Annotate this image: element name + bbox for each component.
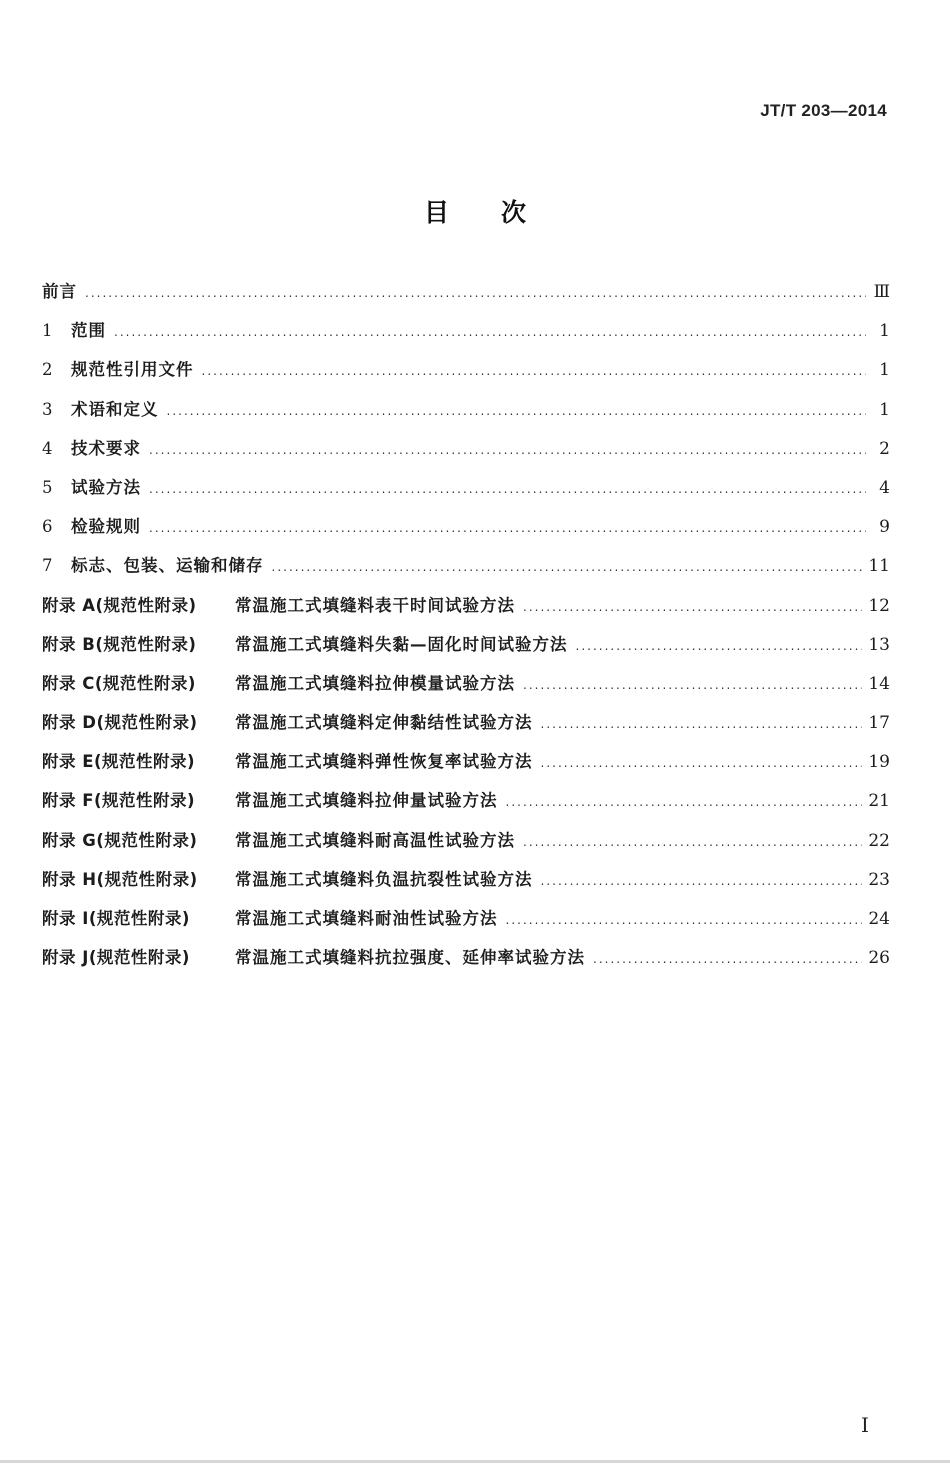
toc-leader-dots xyxy=(541,874,863,888)
toc-title: 目次 xyxy=(423,198,578,227)
toc-entry-foreword[interactable] xyxy=(42,278,890,317)
toc-appendix-label: 附录 C(规范性附录) xyxy=(42,673,196,693)
toc-leader-dots xyxy=(85,286,866,300)
toc-entry-page: 11 xyxy=(868,556,890,577)
toc-entry-title: 范围 xyxy=(71,321,106,341)
toc-leader-dots xyxy=(523,835,862,849)
toc-appendix-label: 附录 G(规范性附录) xyxy=(42,830,198,850)
toc-entry-page: 9 xyxy=(879,517,890,538)
toc-entry-title: 规范性引用文件 xyxy=(71,360,194,380)
toc-entry-appendix-g[interactable] xyxy=(42,827,890,866)
table-of-contents xyxy=(42,278,890,983)
toc-entry-appendix-d[interactable] xyxy=(42,709,890,748)
toc-entry-title: 常温施工式填缝料拉伸模量试验方法 xyxy=(235,673,515,693)
toc-entry-appendix-c[interactable] xyxy=(42,670,890,709)
toc-entry-page: 14 xyxy=(868,673,890,694)
toc-entry-appendix-h[interactable] xyxy=(42,866,890,905)
toc-entry-page: 1 xyxy=(879,360,890,381)
toc-entry-title: 常温施工式填缝料表干时间试验方法 xyxy=(235,595,515,615)
toc-entry-number: 5 xyxy=(42,477,53,497)
toc-leader-dots xyxy=(541,717,863,731)
toc-entry-page: 1 xyxy=(879,321,890,342)
toc-appendix-label: 附录 D(规范性附录) xyxy=(42,713,198,733)
toc-leader-dots xyxy=(272,560,863,574)
toc-entry-appendix-f[interactable] xyxy=(42,787,890,826)
toc-entry-title: 常温施工式填缝料抗拉强度、延伸率试验方法 xyxy=(235,948,585,968)
toc-entry-page: 26 xyxy=(868,948,890,969)
toc-entry-number: 7 xyxy=(42,556,53,576)
standard-code: JT/T 203—2014 xyxy=(760,101,887,120)
toc-entry-appendix-e[interactable] xyxy=(42,748,890,787)
toc-entry-appendix-b[interactable] xyxy=(42,631,890,670)
toc-entry-number: 4 xyxy=(42,438,53,458)
toc-entry-page: 12 xyxy=(868,595,890,616)
toc-entry-title: 常温施工式填缝料弹性恢复率试验方法 xyxy=(235,752,533,772)
toc-entry-page: 1 xyxy=(879,399,890,420)
toc-entry-title: 检验规则 xyxy=(71,517,141,537)
toc-leader-dots xyxy=(202,364,867,378)
toc-leader-dots xyxy=(593,952,862,966)
toc-entry-title: 标志、包装、运输和储存 xyxy=(71,556,264,576)
toc-entry-title: 试验方法 xyxy=(71,477,141,497)
toc-leader-dots xyxy=(506,913,863,927)
toc-entry-normative-references[interactable] xyxy=(42,356,890,395)
toc-entry-title: 常温施工式填缝料耐高温性试验方法 xyxy=(235,830,515,850)
toc-entry-title: 常温施工式填缝料耐油性试验方法 xyxy=(235,909,498,928)
toc-entry-page: 21 xyxy=(868,791,890,812)
toc-entry-marking-packaging[interactable] xyxy=(42,552,890,591)
toc-entry-title: 前言 xyxy=(42,282,77,301)
toc-entry-technical-requirements[interactable] xyxy=(42,435,890,474)
toc-entry-title: 常温施工式填缝料负温抗裂性试验方法 xyxy=(235,869,533,889)
toc-entry-title: 术语和定义 xyxy=(71,399,159,419)
toc-appendix-label: 附录 H(规范性附录) xyxy=(42,869,198,889)
toc-entry-title: 常温施工式填缝料拉伸量试验方法 xyxy=(235,791,498,811)
toc-entry-page: 23 xyxy=(868,869,890,890)
toc-entry-title: 常温施工式填缝料定伸黏结性试验方法 xyxy=(235,713,533,733)
toc-entry-appendix-i[interactable] xyxy=(42,905,890,944)
toc-entry-title: 技术要求 xyxy=(71,438,141,458)
toc-entry-appendix-a[interactable] xyxy=(42,592,890,631)
toc-leader-dots xyxy=(114,325,866,339)
toc-entry-appendix-j[interactable] xyxy=(42,944,890,983)
toc-leader-dots xyxy=(523,600,862,614)
toc-entry-page: 4 xyxy=(879,477,890,498)
toc-entry-page: 19 xyxy=(868,752,890,773)
toc-entry-test-methods[interactable] xyxy=(42,474,890,513)
toc-entry-scope[interactable] xyxy=(42,317,890,356)
toc-appendix-label: 附录 F(规范性附录) xyxy=(42,791,196,811)
toc-appendix-label: 附录 B(规范性附录) xyxy=(42,634,197,654)
toc-leader-dots xyxy=(576,639,863,653)
toc-entry-number: 3 xyxy=(42,399,53,419)
toc-entry-inspection-rules[interactable] xyxy=(42,513,890,552)
toc-entry-page: 2 xyxy=(879,438,890,459)
toc-leader-dots xyxy=(167,404,867,418)
page-number: I xyxy=(861,1413,869,1437)
toc-entry-number: 6 xyxy=(42,517,53,537)
toc-leader-dots xyxy=(506,795,863,809)
page-bottom-edge xyxy=(0,1460,950,1463)
toc-entry-page: 17 xyxy=(868,713,890,734)
toc-appendix-label: 附录 E(规范性附录) xyxy=(42,752,196,772)
toc-leader-dots xyxy=(149,443,866,457)
toc-entry-page: 24 xyxy=(868,909,890,929)
toc-entry-number: 1 xyxy=(42,321,53,341)
toc-entry-number: 2 xyxy=(42,360,53,380)
toc-appendix-label: 附录 I(规范性附录) xyxy=(42,909,190,928)
toc-appendix-label: 附录 A(规范性附录) xyxy=(42,595,197,615)
toc-entry-page: 13 xyxy=(868,634,890,655)
toc-entry-page: 22 xyxy=(868,830,890,851)
toc-leader-dots xyxy=(541,756,863,770)
toc-leader-dots xyxy=(149,521,866,535)
toc-appendix-label: 附录 J(规范性附录) xyxy=(42,948,190,968)
toc-entry-title: 常温施工式填缝料失黏—固化时间试验方法 xyxy=(235,634,568,654)
toc-entry-page: Ⅲ xyxy=(873,282,890,302)
toc-leader-dots xyxy=(149,482,866,496)
toc-entry-terms-definitions[interactable] xyxy=(42,396,890,435)
toc-leader-dots xyxy=(523,678,862,692)
